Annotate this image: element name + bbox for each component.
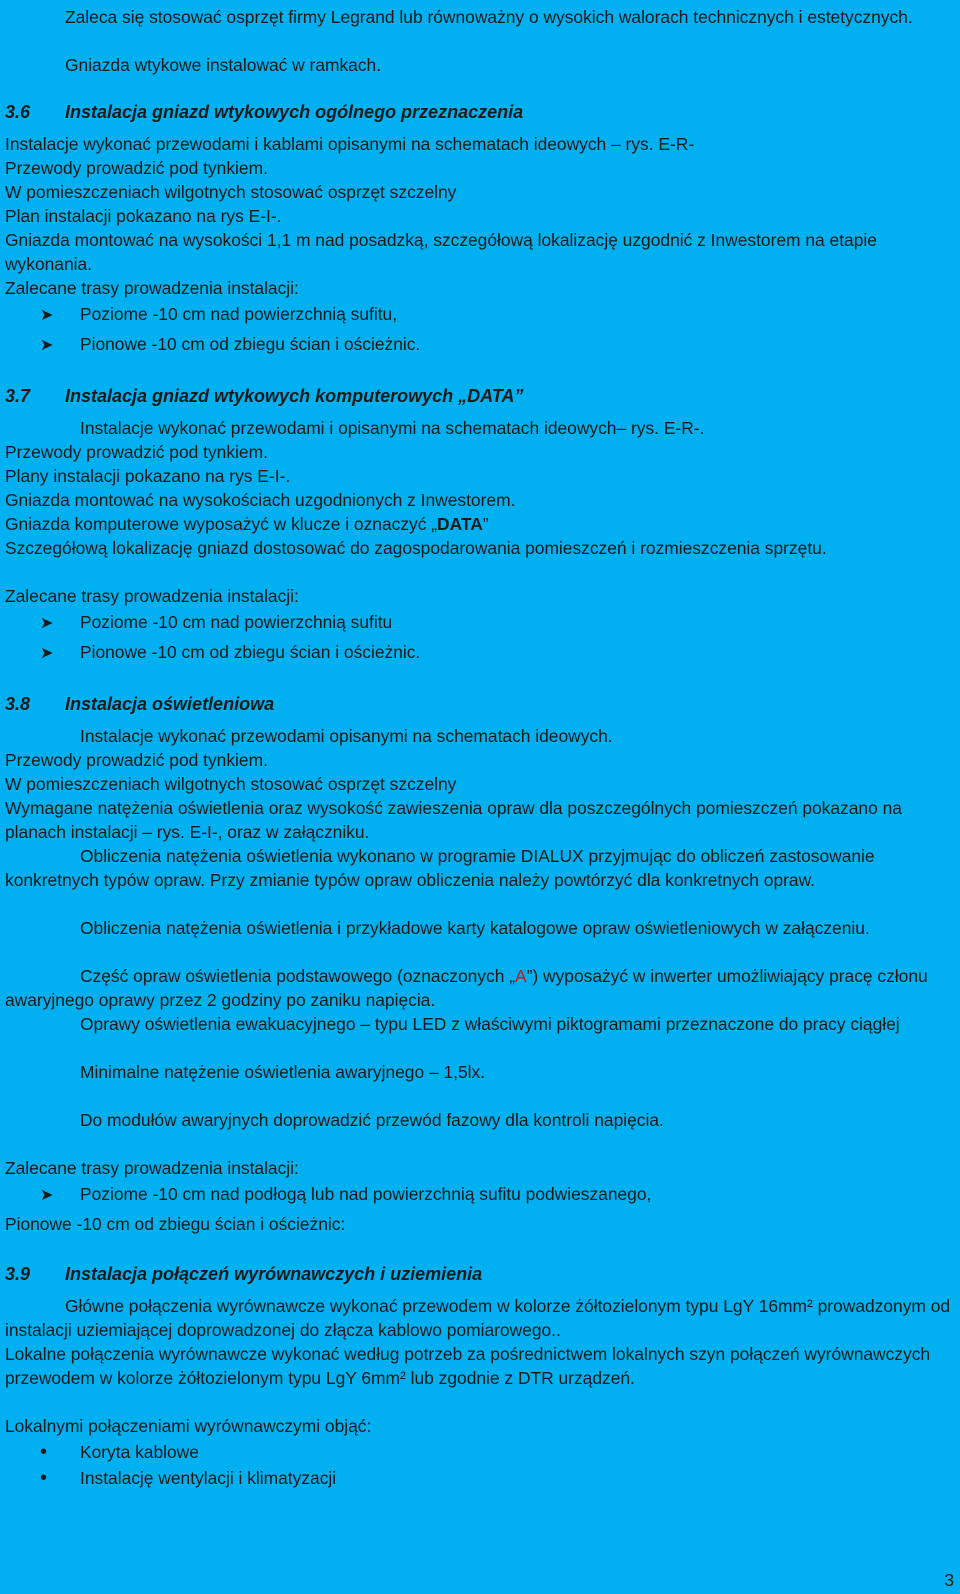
list-item [40,332,420,358]
paragraph: W pomieszczeniach wilgotnych stosować osprzęt szczelny [5,774,457,794]
section-number: 3.9 [5,1264,31,1284]
section-3-9-heading [5,1262,482,1286]
list-item [40,610,392,636]
paragraph: Instalacje wykonać przewodami i opisanymi na schematach ideowych– rys. E-R-. [80,418,705,438]
arrow-bullet-icon: ➤ [40,1187,54,1204]
section-title: Instalacja gniazd wtykowych komputerowych „DATA” [65,386,524,406]
list-item-text: Pionowe -10 cm od zbiegu ścian i ościeżnic. [80,334,421,354]
paragraph: Plan instalacji pokazano na rys E-I-. [5,206,282,226]
page-number: 3 [944,1570,954,1590]
intro-sockets-line: Gniazda wtykowe instalować w ramkach. [65,55,382,75]
paragraph: Lokalnymi połączeniami wyrównawczymi objąć: [5,1416,372,1436]
list-item [40,1182,651,1208]
paragraph: Do modułów awaryjnych doprowadzić przewód fazowy dla kontroli napięcia. [80,1110,664,1130]
paragraph: Wymagane natężenia oświetlenia oraz wysokość zawieszenia opraw dla poszczególnych pomieszczeń pokazano na planach instalacji – rys. E-I-, oraz w załączniku. [5,798,902,842]
section-3-8-heading [5,692,274,716]
list-item [40,302,397,328]
paragraph: Plany instalacji pokazano na rys E-I-. [5,466,291,486]
paragraph: Obliczenia natężenia oświetlenia wykonano w programie DIALUX przyjmując do obliczeń zastosowanie konkretnych typów opraw. Przy zmianie typów opraw obliczenia należy powtórzyć dla konkretnych opraw. [5,846,875,890]
paragraph: Zalecane trasy prowadzenia instalacji: [5,586,299,606]
section-title: Instalacja gniazd wtykowych ogólnego przeznaczenia [65,102,524,122]
intro-paragraph: Zaleca się stosować osprzęt firmy Legrand lub równoważny o wysokich walorach technicznych i estetycznych. [65,7,913,27]
bullet-dot-icon: • [40,1441,48,1463]
arrow-bullet-icon: ➤ [40,337,54,354]
section-title: Instalacja połączeń wyrównawczych i uziemienia [65,1264,483,1284]
emergency-marker: A [515,966,527,986]
data-label: DATA [437,514,483,534]
paragraph: Przewody prowadzić pod tynkiem. [5,442,268,462]
list-item-text: Poziome -10 cm nad powierzchnią sufitu [80,612,393,632]
list-item-text: Koryta kablowe [80,1442,199,1462]
arrow-bullet-icon: ➤ [40,307,54,324]
paragraph: W pomieszczeniach wilgotnych stosować osprzęt szczelny [5,182,457,202]
section-3-6-heading [5,100,523,124]
list-item-text: Pionowe -10 cm od zbiegu ścian i ościeżnic. [80,642,421,662]
list-item-text: Instalację wentylacji i klimatyzacji [80,1468,337,1488]
paragraph: Oprawy oświetlenia ewakuacyjnego – typu LED z właściwymi piktogramami przeznaczone do pracy ciągłej [80,1014,900,1034]
list-item-text: Poziome -10 cm nad powierzchnią sufitu, [80,304,398,324]
paragraph: Gniazda montować na wysokościach uzgodnionych z Inwestorem. [5,490,516,510]
paragraph: Główne połączenia wyrównawcze wykonać przewodem w kolorze żółtozielonym typu LgY 16mm² prowadzonym od instalacji uziemiającej doprowadzonej do złącza kablowo pomiarowego.. [5,1296,951,1340]
arrow-bullet-icon: ➤ [40,615,54,632]
paragraph [5,512,952,536]
section-title: Instalacja oświetleniowa [65,694,275,714]
list-item [40,1440,199,1464]
section-3-7-heading [5,384,523,408]
text-run: ”) wyposażyć w inwerter umożliwiający pracę członu awaryjnego oprawy przez 2 godziny po zaniku napięcia. [5,966,928,1010]
bullet-dot-icon: • [40,1467,48,1489]
list-item [40,640,420,666]
paragraph: Zalecane trasy prowadzenia instalacji: [5,278,299,298]
paragraph: Gniazda montować na wysokości 1,1 m nad posadzką, szczegółową lokalizację uzgodnić z Inwestorem na etapie wykonania. [5,230,877,274]
paragraph [5,964,952,1012]
arrow-bullet-icon: ➤ [40,645,54,662]
list-item [40,1466,336,1490]
section-number: 3.8 [5,694,31,714]
list-item-text: Poziome -10 cm nad podłogą lub nad powierzchnią sufitu podwieszanego, [80,1184,652,1204]
paragraph: Przewody prowadzić pod tynkiem. [5,158,268,178]
text-run: Część opraw oświetlenia podstawowego (oznaczonych „ [80,966,515,986]
text-run: Gniazda komputerowe wyposażyć w klucze i oznaczyć „ [5,514,438,534]
paragraph: Pionowe -10 cm od zbiegu ścian i ościeżnic: [5,1214,346,1234]
paragraph: Przewody prowadzić pod tynkiem. [5,750,268,770]
paragraph: Minimalne natężenie oświetlenia awaryjnego – 1,5lx. [80,1062,486,1082]
text-run: ” [482,514,489,534]
paragraph: Zalecane trasy prowadzenia instalacji: [5,1158,299,1178]
paragraph: Instalacje wykonać przewodami i kablami opisanymi na schematach ideowych – rys. E-R- [5,134,695,154]
paragraph: Lokalne połączenia wyrównawcze wykonać według potrzeb za pośrednictwem lokalnych szyn połączeń wyrównawczych przewodem w kolorze żółtozielonym typu LgY 6mm² lub zgodnie z DTR urządzeń. [5,1344,931,1388]
section-number: 3.6 [5,102,31,122]
paragraph: Obliczenia natężenia oświetlenia i przykładowe karty katalogowe opraw oświetleniowych w załączeniu. [80,918,870,938]
paragraph: Szczegółową lokalizację gniazd dostosować do zagospodarowania pomieszczeń i rozmieszczenia sprzętu. [5,538,827,558]
section-number: 3.7 [5,386,31,406]
paragraph: Instalacje wykonać przewodami opisanymi na schematach ideowych. [80,726,613,746]
